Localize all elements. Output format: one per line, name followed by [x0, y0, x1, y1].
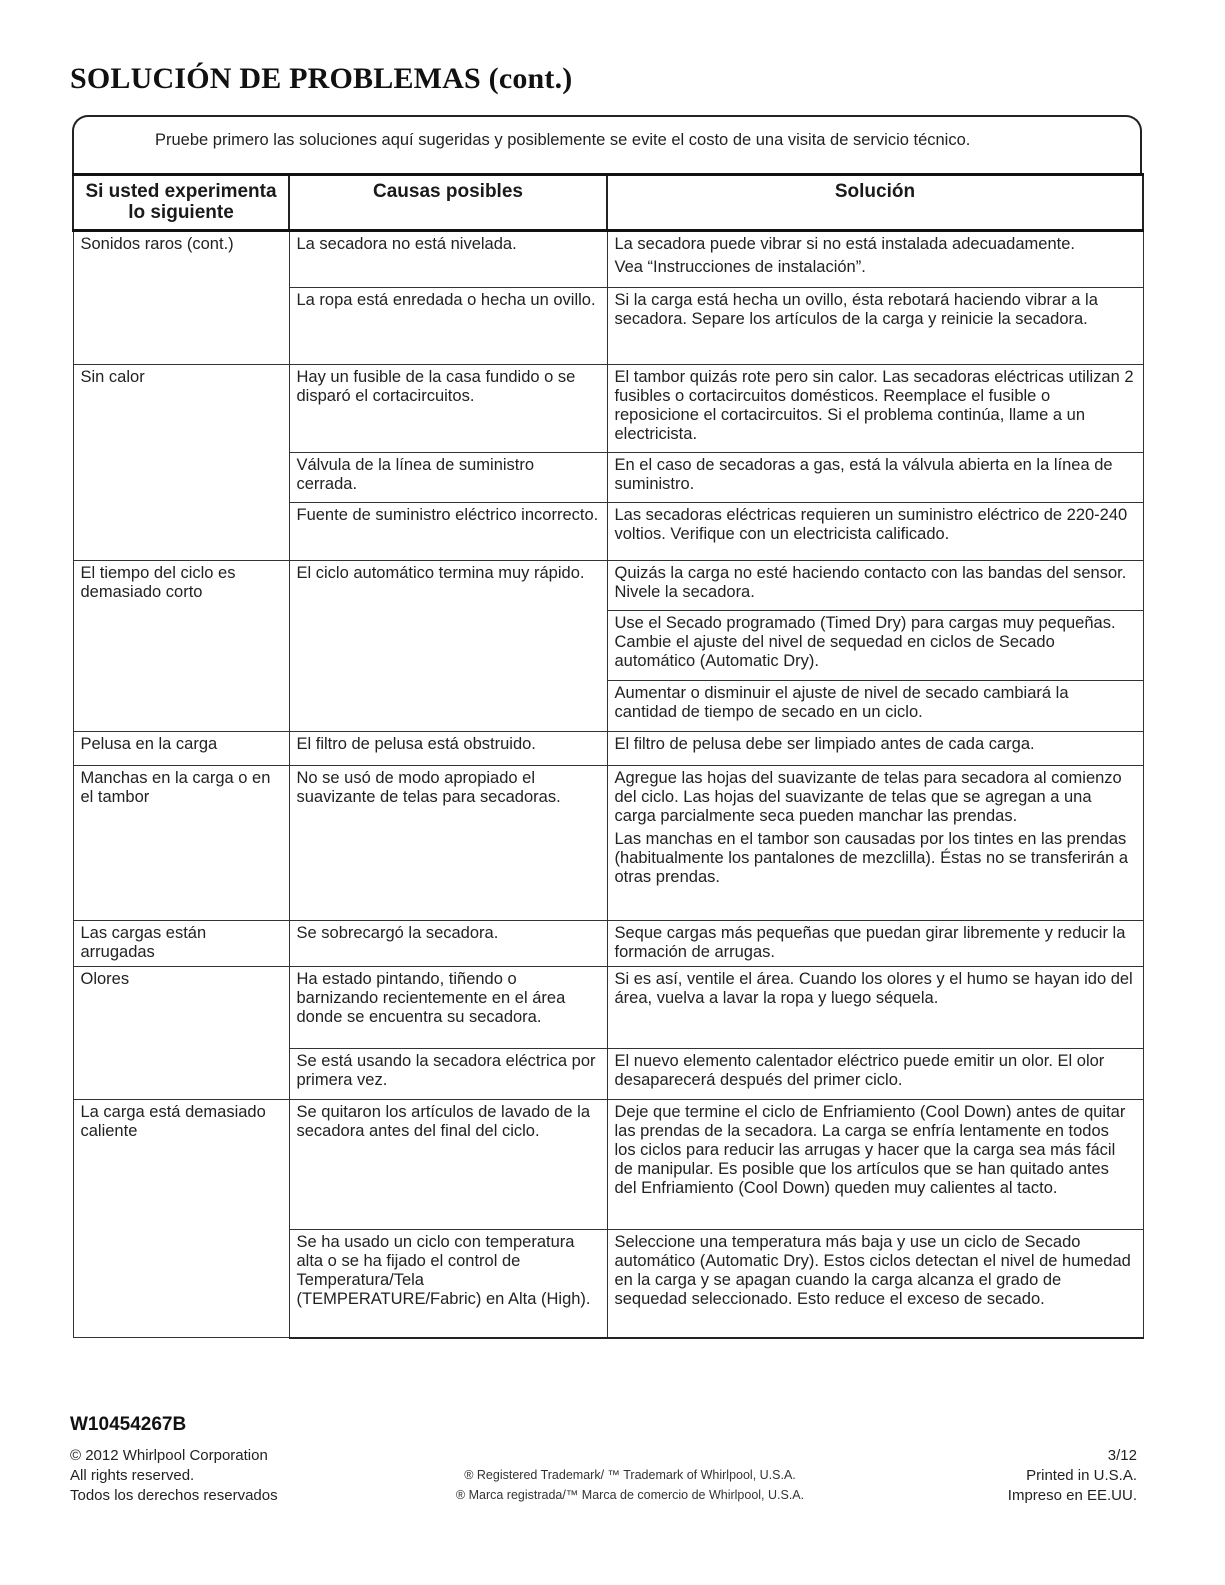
- solution-cell: Aumentar o disminuir el ajuste de nivel de secado cambiará la cantidad de tiempo de secado en un ciclo.: [607, 681, 1143, 732]
- cause-cell: Ha estado pintando, tiñendo o barnizando recientemente en el área donde se encuentra su secadora.: [289, 967, 607, 1049]
- cause-cell: Se ha usado un ciclo con temperatura alta o se ha fijado el control de Temperatura/Tela (TEMPERATURE/Fabric) en Alta (High).: [289, 1230, 607, 1338]
- table-row: [73, 365, 1143, 453]
- footer-print-info: [1008, 1446, 1137, 1506]
- footer-right-line: Printed in U.S.A.: [1026, 1467, 1137, 1484]
- solution-cell: Seque cargas más pequeñas que puedan girar libremente y reducir la formación de arrugas.: [607, 921, 1143, 967]
- footer-trademark: [420, 1465, 840, 1505]
- solution-text: Vea “Instrucciones de instalación”.: [614, 258, 866, 276]
- solution-cell: En el caso de secadoras a gas, está la válvula abierta en la línea de suministro.: [607, 453, 1143, 503]
- cause-cell: El ciclo automático termina muy rápido.: [289, 561, 607, 732]
- troubleshooting-table: [72, 173, 1144, 1339]
- solution-cell: Si es así, ventile el área. Cuando los olores y el humo se hayan ido del área, vuelva a lavar la ropa y luego séquela.: [607, 967, 1143, 1049]
- symptom-cell: Pelusa en la carga: [73, 732, 289, 766]
- symptom-cell: Manchas en la carga o en el tambor: [73, 766, 289, 921]
- solution-cell: El nuevo elemento calentador eléctrico puede emitir un olor. El olor desaparecerá después del primer ciclo.: [607, 1049, 1143, 1100]
- solution-text: La secadora puede vibrar si no está instalada adecuadamente.: [614, 235, 1075, 253]
- model-number: W10454267B: [70, 1414, 187, 1435]
- symptom-cell: La carga está demasiado caliente: [73, 1100, 289, 1338]
- solution-cell: Quizás la carga no esté haciendo contacto con las bandas del sensor. Nivele la secadora.: [607, 561, 1143, 611]
- solution-cell: Las secadoras eléctricas requieren un suministro eléctrico de 220-240 voltios. Verifique con un electricista calificado.: [607, 503, 1143, 561]
- footer-right-line: Impreso en EE.UU.: [1007, 1487, 1137, 1504]
- solution-cell: Deje que termine el ciclo de Enfriamiento (Cool Down) antes de quitar las prendas de la secadora. La carga se enfría lentamente en todos los ciclos para reducir las arrugas y hacer que la carga sea más fácil de manipular. Es posible que los artículos que se han quitado antes del Enfriamiento (Cool Down) queden muy calientes al tacto.: [607, 1100, 1143, 1230]
- symptom-cell: El tiempo del ciclo es demasiado corto: [73, 561, 289, 732]
- footer-left-line: © 2012 Whirlpool Corporation: [70, 1447, 268, 1464]
- symptom-cell: Sin calor: [73, 365, 289, 561]
- symptom-cell: Las cargas están arrugadas: [73, 921, 289, 967]
- table-row: [73, 1100, 1143, 1230]
- footer-left-line: Todos los derechos reservados: [70, 1487, 278, 1504]
- table-row: [73, 231, 1143, 288]
- table-row: [73, 766, 1143, 921]
- cause-cell: No se usó de modo apropiado el suavizante de telas para secadoras.: [289, 766, 607, 921]
- table-row: [73, 561, 1143, 611]
- cause-cell: Se sobrecargó la secadora.: [289, 921, 607, 967]
- intro-text: Pruebe primero las soluciones aquí sugeridas y posiblemente se evite el costo de una visita de servicio técnico.: [155, 131, 971, 149]
- footer-mid-line: ® Registered Trademark/ ™ Trademark of Whirlpool, U.S.A.: [464, 1468, 796, 1482]
- solution-text: Las manchas en el tambor son causadas por los tintes en las prendas (habitualmente los pantalones de mezclilla). Éstas no se transferirán a otras prendas.: [614, 830, 1129, 886]
- solution-cell: El filtro de pelusa debe ser limpiado antes de cada carga.: [607, 732, 1143, 766]
- solution-cell: [607, 766, 1143, 921]
- footer-left-line: All rights reserved.: [70, 1467, 195, 1484]
- cause-cell: Se está usando la secadora eléctrica por primera vez.: [289, 1049, 607, 1100]
- table-row: [73, 732, 1143, 766]
- symptom-cell: Olores: [73, 967, 289, 1100]
- table-header-row: [73, 175, 1143, 231]
- cause-cell: El filtro de pelusa está obstruido.: [289, 732, 607, 766]
- solution-cell: Seleccione una temperatura más baja y use un ciclo de Secado automático (Automatic Dry). Estos ciclos detectan el nivel de humedad en la carga y se apagan cuando la carga alcanza el grado de sequedad seleccionado. Esto reduce el exceso de secado.: [607, 1230, 1143, 1338]
- solution-text: Agregue las hojas del suavizante de telas para secadora al comienzo del ciclo. Las hojas del suavizante de telas que se agregan a una carga parcialmente seca pueden manchar las prendas.: [614, 769, 1122, 825]
- cause-cell: Fuente de suministro eléctrico incorrecto.: [289, 503, 607, 561]
- cause-cell: Válvula de la línea de suministro cerrada.: [289, 453, 607, 503]
- solution-cell: [607, 231, 1143, 288]
- footer-right-line: 3/12: [1107, 1447, 1137, 1464]
- header-solution: Solución: [607, 175, 1143, 231]
- cause-cell: La secadora no está nivelada.: [289, 231, 607, 288]
- table-row: [73, 921, 1143, 967]
- footer-copyright: [70, 1446, 278, 1506]
- footer-mid-line: ® Marca registrada/™ Marca de comercio de Whirlpool, U.S.A.: [455, 1488, 805, 1502]
- symptom-cell: Sonidos raros (cont.): [73, 231, 289, 365]
- header-cause: Causas posibles: [289, 175, 607, 231]
- cause-cell: Hay un fusible de la casa fundido o se disparó el cortacircuitos.: [289, 365, 607, 453]
- table-row: [73, 967, 1143, 1049]
- solution-cell: Si la carga está hecha un ovillo, ésta rebotará haciendo vibrar a la secadora. Separe los artículos de la carga y reinicie la secadora.: [607, 288, 1143, 365]
- cause-cell: Se quitaron los artículos de lavado de la secadora antes del final del ciclo.: [289, 1100, 607, 1230]
- page-title: SOLUCIÓN DE PROBLEMAS (cont.): [70, 62, 573, 95]
- header-symptom: Si usted experimenta lo siguiente: [73, 175, 289, 231]
- solution-cell: Use el Secado programado (Timed Dry) para cargas muy pequeñas. Cambie el ajuste del nivel de sequedad en ciclos de Secado automático (Automatic Dry).: [607, 611, 1143, 681]
- solution-cell: El tambor quizás rote pero sin calor. Las secadoras eléctricas utilizan 2 fusibles o cortacircuitos domésticos. Reemplace el fusible o reposicione el cortacircuitos. Si el problema continúa, llame a un electricista.: [607, 365, 1143, 453]
- cause-cell: La ropa está enredada o hecha un ovillo.: [289, 288, 607, 365]
